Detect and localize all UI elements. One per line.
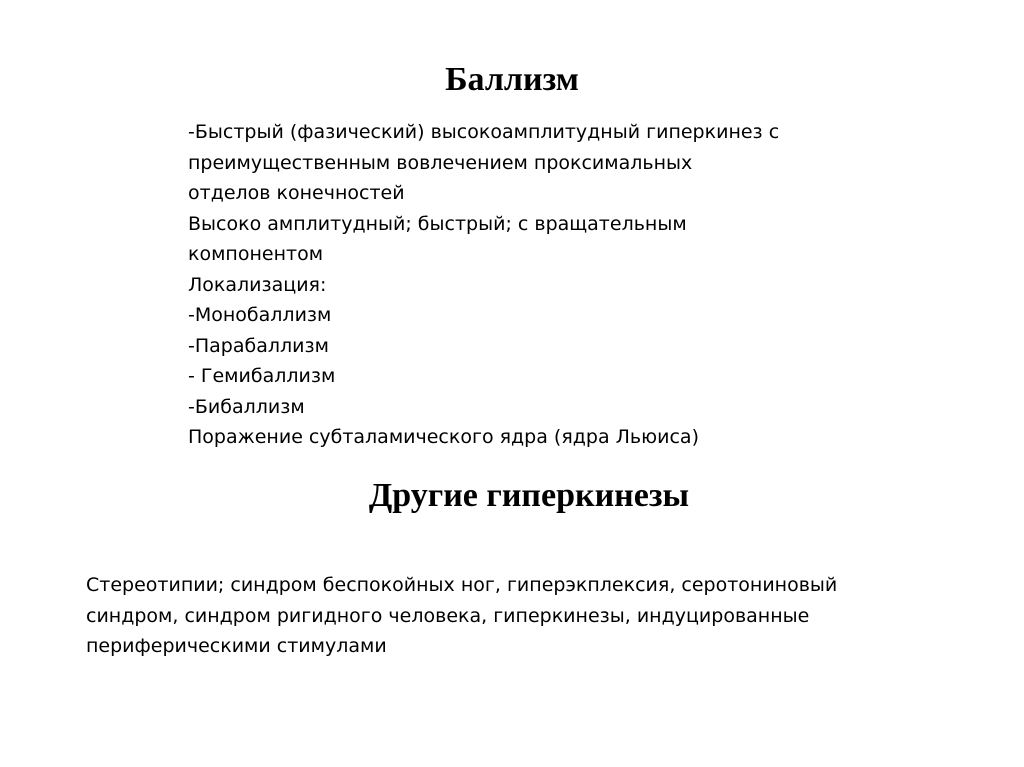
- section-title: Другие гиперкинезы: [368, 477, 690, 514]
- ballism-line-9: - Гемибаллизм: [188, 365, 336, 387]
- ballism-line-4: Высоко амплитудный; быстрый; с вращательным: [188, 212, 687, 235]
- ballism-line-8: -Парабаллизм: [188, 334, 329, 357]
- other-hyperkinesis-description: [86, 570, 966, 662]
- ballism-description: [188, 117, 868, 453]
- ballism-line-7: -Монобаллизм: [188, 304, 332, 326]
- other-line-3: периферическими стимулами: [86, 635, 387, 657]
- slide-title: Баллизм: [445, 61, 579, 98]
- ballism-line-3: отделов конечностей: [188, 182, 405, 204]
- ballism-line-1: -Быстрый (фазический) высокоамплитудный гиперкинез с: [188, 121, 780, 143]
- other-line-2: синдром, синдром ригидного человека, гиперкинезы, индуцированные: [86, 604, 810, 627]
- ballism-line-11: Поражение субталамического ядра (ядра Льюиса): [188, 426, 699, 448]
- ballism-line-5: компонентом: [188, 243, 324, 265]
- ballism-line-2: преимущественным вовлечением проксимальных: [188, 151, 693, 174]
- ballism-line-6: Локализация:: [188, 273, 327, 296]
- ballism-line-10: -Бибаллизм: [188, 395, 305, 418]
- other-line-1: Стереотипии; синдром беспокойных ног, гиперэкплексия, серотониновый: [86, 574, 838, 596]
